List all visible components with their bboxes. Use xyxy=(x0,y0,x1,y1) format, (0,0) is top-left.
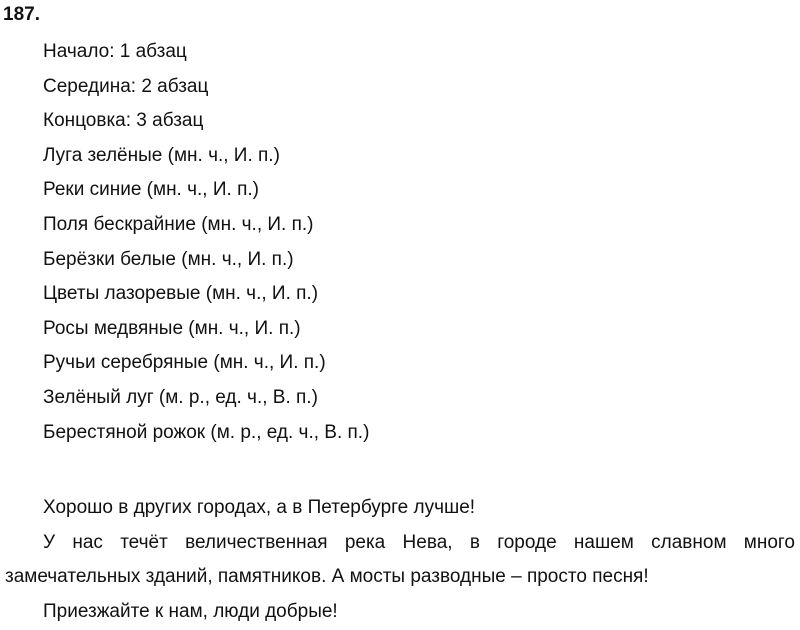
story-paragraph-2: У нас течёт величественная река Нева, в городе нашем славном много замечательных зданий, памятников. А мосты разводные – просто песня! xyxy=(5,531,795,587)
plan-list xyxy=(43,37,369,452)
phrase-line: Реки синие (мн. ч., И. п.) xyxy=(43,179,259,201)
story-paragraph-1: Хорошо в других городах, а в Петербурге лучше! xyxy=(43,497,476,518)
phrase-line: Цветы лазоревые (мн. ч., И. п.) xyxy=(43,283,319,305)
story-paragraph-3: Приезжайте к нам, люди добрые! xyxy=(43,600,338,622)
task-number: 187. xyxy=(3,4,40,25)
plan-line-ending: Концовка: 3 абзац xyxy=(43,110,204,132)
phrase-line: Поля бескрайние (мн. ч., И. п.) xyxy=(43,213,314,235)
phrase-line: Берёзки белые (мн. ч., И. п.) xyxy=(43,248,294,270)
phrase-line: Берестяной рожок (м. р., ед. ч., В. п.) xyxy=(43,421,370,443)
phrase-line: Ручьи серебряные (мн. ч., И. п.) xyxy=(43,352,326,374)
phrase-line: Росы медвяные (мн. ч., И. п.) xyxy=(43,317,301,339)
plan-line-middle: Середина: 2 абзац xyxy=(43,75,209,97)
phrase-line: Луга зелёные (мн. ч., И. п.) xyxy=(43,144,280,166)
plan-line-beginning: Начало: 1 абзац xyxy=(43,41,187,62)
phrase-line: Зелёный луг (м. р., ед. ч., В. п.) xyxy=(43,386,318,408)
story-text xyxy=(5,491,795,629)
